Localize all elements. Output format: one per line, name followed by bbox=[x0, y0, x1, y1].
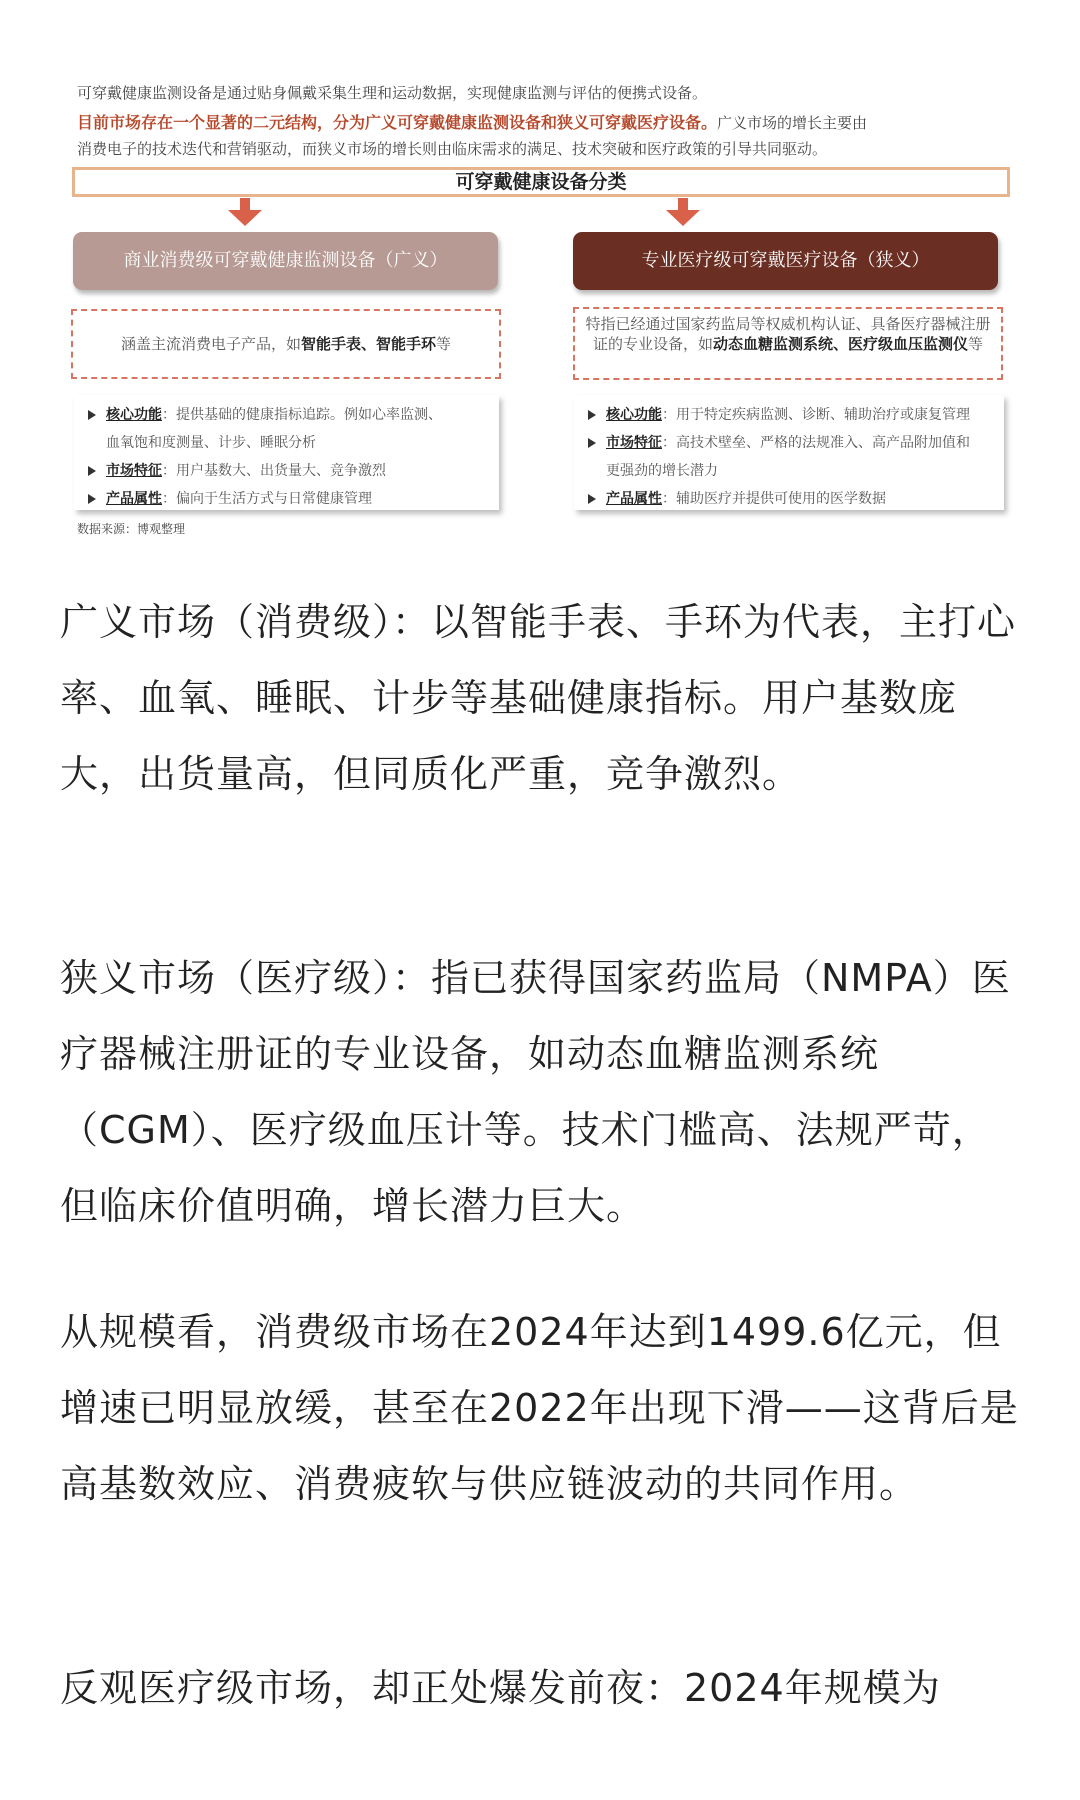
medical-description: 特指已经通过国家药监局等权威机构认证、具备医疗器械注册证的专业设备，如动态血糖监测系统、医疗级血压监测仪等 bbox=[573, 307, 1003, 380]
paragraph-medical-market: 狭义市场（医疗级）：指已获得国家药监局（NMPA）医疗器械注册证的专业设备，如动态血糖监测系统（CGM）、医疗级血压计等。技术门槛高、法规严苛，但临床价值明确，增长潜力巨大。 bbox=[60, 956, 1011, 1228]
intro-line-3: 消费电子的技术迭代和营销驱动，而狭义市场的增长则由临床需求的满足、技术突破和医疗政策的引导共同驱动。 bbox=[77, 140, 828, 158]
list-item-continuation: 血氧饱和度测量、计步、睡眠分析 bbox=[106, 435, 316, 451]
intro-highlight: 目前市场存在一个显著的二元结构，分为广义可穿戴健康监测设备和狭义可穿戴医疗设备。 bbox=[77, 113, 718, 132]
paragraph-medical-outlook: 反观医疗级市场，却正处爆发前夜：2024年规模为 bbox=[60, 1666, 941, 1710]
intro-line-2 bbox=[77, 110, 867, 133]
consumer-category-box: 商业消费级可穿戴健康监测设备（广义） bbox=[73, 232, 498, 290]
list-item: 市场特征：用户基数大、出货量大、竞争激烈 bbox=[84, 457, 489, 485]
intro-line-1: 可穿戴健康监测设备是通过贴身佩戴采集生理和运动数据，实现健康监测与评估的便携式设备。 bbox=[77, 84, 708, 102]
consumer-features bbox=[74, 395, 499, 510]
list-item: 产品属性：辅助医疗并提供可使用的医学数据 bbox=[584, 485, 994, 513]
list-item: 市场特征：高技术壁垒、严格的法规准入、高产品附加值和 bbox=[584, 429, 994, 457]
list-item-continuation: 更强劲的增长潜力 bbox=[606, 463, 718, 479]
list-item: 产品属性：偏向于生活方式与日常健康管理 bbox=[84, 485, 489, 513]
medical-features bbox=[574, 395, 1004, 510]
consumer-description: 涵盖主流消费电子产品，如智能手表、智能手环等 bbox=[71, 309, 501, 379]
paragraph-consumer-market: 广义市场（消费级）：以智能手表、手环为代表，主打心率、血氧、睡眠、计步等基础健康指标。用户基数庞大，出货量高，但同质化严重，竞争激烈。 bbox=[60, 600, 1017, 796]
classification-title: 可穿戴健康设备分类 bbox=[72, 167, 1010, 197]
classification-figure bbox=[60, 70, 1020, 550]
list-item: 核心功能：用于特定疾病监测、诊断、辅助治疗或康复管理 bbox=[584, 401, 994, 429]
intro-line-2-rest: 广义市场的增长主要由 bbox=[717, 114, 868, 132]
data-source: 数据来源：博观整理 bbox=[77, 522, 186, 536]
paragraph-market-scale: 从规模看，消费级市场在2024年达到1499.6亿元，但增速已明显放缓，甚至在2022年出现下滑——这背后是高基数效应、消费疲软与供应链波动的共同作用。 bbox=[60, 1310, 1019, 1506]
medical-category-box: 专业医疗级可穿戴医疗设备（狭义） bbox=[573, 232, 998, 290]
list-item: 核心功能：提供基础的健康指标追踪。例如心率监测、 bbox=[84, 401, 489, 429]
